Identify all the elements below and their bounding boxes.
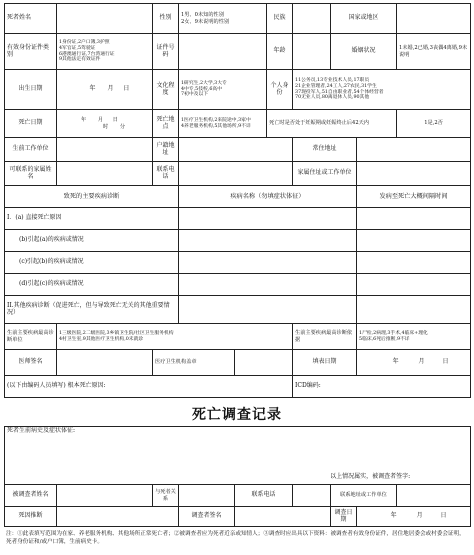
fill-date-cell[interactable]: 年 月 日 (357, 350, 471, 376)
country-label: 国家或地区 (331, 4, 397, 34)
id-no-label: 证件号码 (153, 34, 179, 70)
pregnancy-options: 1是,2否 (397, 110, 471, 138)
age-label: 年龄 (267, 34, 293, 70)
pregnancy-label: 死亡时是否处于妊娠期或妊娠终止后42天内 (267, 110, 397, 138)
name-label: 死者姓名 (5, 4, 57, 34)
residence-cell[interactable] (357, 138, 471, 162)
family-address-label: 家属住址或工作单位 (293, 162, 357, 186)
marital-options: 1未婚,2已婚,3丧偶4离婚,9未说明 (397, 34, 471, 70)
survey-history-row (5, 427, 471, 485)
phone-label: 联系电话 (153, 162, 179, 186)
signature-row (5, 350, 471, 376)
cause-a-label: I．(a) 直接死亡原因 (5, 208, 179, 230)
hukou-cell[interactable] (179, 138, 293, 162)
survey-date-label: 调查日期 (331, 507, 357, 527)
max-unit-options: 1三级医院,2二级医院,3乡镇卫生院/社区卫生服务机构 4村卫生室,9其他医疗卫生机构,0未就诊 (57, 324, 293, 350)
hukou-label: 户籍地址 (153, 138, 179, 162)
work-unit-label: 生前工作单位 (5, 138, 57, 162)
icd-code-label: ICD编码: (293, 376, 471, 398)
relation-label: 与死者关系 (153, 485, 179, 507)
diagnosis-row-b (5, 230, 471, 252)
death-time-label: 死亡日期 (5, 110, 57, 138)
survey-phone-cell[interactable] (293, 485, 331, 507)
cause-d-label: (d)引起(c)的疾病或情况 (5, 274, 179, 296)
cause-d-disease-cell[interactable] (179, 274, 357, 296)
cause-c-disease-cell[interactable] (179, 252, 357, 274)
edu-options: 1研究生,2大学,3大专 4中专,5技校,6高中 7初中及以下 (179, 70, 267, 110)
survey-address-cell[interactable] (397, 485, 471, 507)
interviewee-label: 被调查者姓名 (5, 485, 57, 507)
interviewee-cell[interactable] (57, 485, 153, 507)
survey-table (4, 426, 471, 527)
confirm-text: 以上情况属实，被调查者签字: (330, 473, 411, 481)
id-no-cell[interactable] (179, 34, 267, 70)
other-diagnosis-disease-cell[interactable] (179, 296, 357, 324)
diagnosis-row-a (5, 208, 471, 230)
row-contact (5, 162, 471, 186)
cause-c-interval-cell[interactable] (357, 252, 471, 274)
name-cell[interactable] (57, 4, 153, 34)
row-id (5, 34, 471, 70)
family-contact-cell[interactable] (57, 162, 153, 186)
sex-label: 性别 (153, 4, 179, 34)
other-diagnosis-label: II.其他疾病诊断（促进死亡，但与导致死亡无关的其他重要情况） (5, 296, 179, 324)
diagnosis-unit-row (5, 324, 471, 350)
cause-inference-cell[interactable] (57, 507, 179, 527)
edu-label: 文化程度 (153, 70, 179, 110)
investigator-cell[interactable] (235, 507, 331, 527)
footnote: 注：①此表填写范围为在家、养老服务机构、其他场所正常死亡者；②被调查者应为死者近亲或知情人；③调查时应出具以下资料：被调查者有效身份证件，居住地居委会或村委会证明，死者身份证和/或户口簿，生前病史卡。 (6, 531, 465, 546)
survey-date-cell[interactable]: 年 月 日 (357, 507, 471, 527)
family-address-cell[interactable] (357, 162, 471, 186)
coding-row (5, 376, 471, 398)
country-cell[interactable] (397, 4, 471, 34)
cause-a-interval-cell[interactable] (357, 208, 471, 230)
cause-a-disease-cell[interactable] (179, 208, 357, 230)
death-place-label: 死亡地点 (153, 110, 179, 138)
survey-phone-label: 联系电话 (235, 485, 293, 507)
underlying-cause-label: (以下由编码人员填写) 根本死亡原因: (5, 376, 293, 398)
id-type-label: 有效身份证件类别 (5, 34, 57, 70)
basis-label: 生前主要疾病最高诊断依据 (293, 324, 357, 350)
survey-title: 死亡调查记录 (192, 407, 282, 423)
survey-interviewee-row (5, 485, 471, 507)
doctor-sign-cell[interactable] (57, 350, 153, 376)
id-type-options: 1身份证,2户口簿,3护照 4军官证,5驾驶证 6港澳通行证,7台湾通行证 9其他法定有效证件 (57, 34, 153, 70)
age-cell[interactable] (293, 34, 331, 70)
death-place-options: 1医疗卫生机构,2来院途中,3家中 4养老服务机构,5其他场所,9不详 (179, 110, 267, 138)
main-form-table (4, 3, 471, 398)
relation-cell[interactable] (179, 485, 235, 507)
cause-b-disease-cell[interactable] (179, 230, 357, 252)
survey-address-label: 联系地址或工作单位 (331, 485, 397, 507)
cause-b-label: (b)引起(a)的疾病或情况 (5, 230, 179, 252)
other-diagnosis-interval-cell[interactable] (357, 296, 471, 324)
row-birth (5, 70, 471, 110)
family-contact-label: 可联系的家属姓名 (5, 162, 57, 186)
survey-cause-row (5, 507, 471, 527)
death-time-cell[interactable]: 年 月 日 时 分 (57, 110, 153, 138)
fill-date-label: 填表日期 (293, 350, 357, 376)
institution-stamp-cell[interactable] (235, 350, 293, 376)
cause-d-interval-cell[interactable] (357, 274, 471, 296)
occupation-options: 11公务员,13专业技术人员,17职员 21企业管理者,24工人,27农民,31学生 37现役军人,51自由职业者,54个体经营者 70无业人员,80离退休人员,90其他 (293, 70, 471, 110)
interval-col-label: 发病至死亡大概间隔时间 (357, 186, 471, 208)
diagnosis-col-label: 致死的主要疾病诊断 (5, 186, 179, 208)
ethnicity-cell[interactable] (293, 4, 331, 34)
diagnosis-row-d (5, 274, 471, 296)
row-death-time (5, 110, 471, 138)
diagnosis-row-c (5, 252, 471, 274)
row-name (5, 4, 471, 34)
max-unit-label: 生前主要疾病最高诊断单位 (5, 324, 57, 350)
basis-options: 1尸检,2病理,3手术,4临床+理化 5临床,6死后推断,9不详 (357, 324, 471, 350)
residence-label: 常住地址 (293, 138, 357, 162)
disease-name-col-label: 疾病名称（勿填症状体征） (179, 186, 357, 208)
institution-stamp-label: 医疗卫生机构盖章 (153, 350, 235, 376)
diagnosis-row-other (5, 296, 471, 324)
birth-date-cell[interactable]: 年 月 日 (57, 70, 153, 110)
history-cell[interactable] (5, 427, 471, 485)
doctor-sign-label: 医师签名 (5, 350, 57, 376)
ethnicity-label: 民族 (267, 4, 293, 34)
cause-b-interval-cell[interactable] (357, 230, 471, 252)
cause-c-label: (c)引起(b)的疾病或情况 (5, 252, 179, 274)
history-label: 死者生前病史及症状体征: (7, 427, 76, 434)
birth-label: 出生日期 (5, 70, 57, 110)
occupation-label: 个人身份 (267, 70, 293, 110)
row-work (5, 138, 471, 162)
sex-options: 1男、0未知的性别 2女、9未说明的性别 (179, 4, 267, 34)
marital-label: 婚姻状况 (331, 34, 397, 70)
investigator-label: 调查者签名 (179, 507, 235, 527)
diagnosis-header (5, 186, 471, 208)
phone-cell[interactable] (179, 162, 293, 186)
cause-inference-label: 死因推断 (5, 507, 57, 527)
work-unit-cell[interactable] (57, 138, 153, 162)
